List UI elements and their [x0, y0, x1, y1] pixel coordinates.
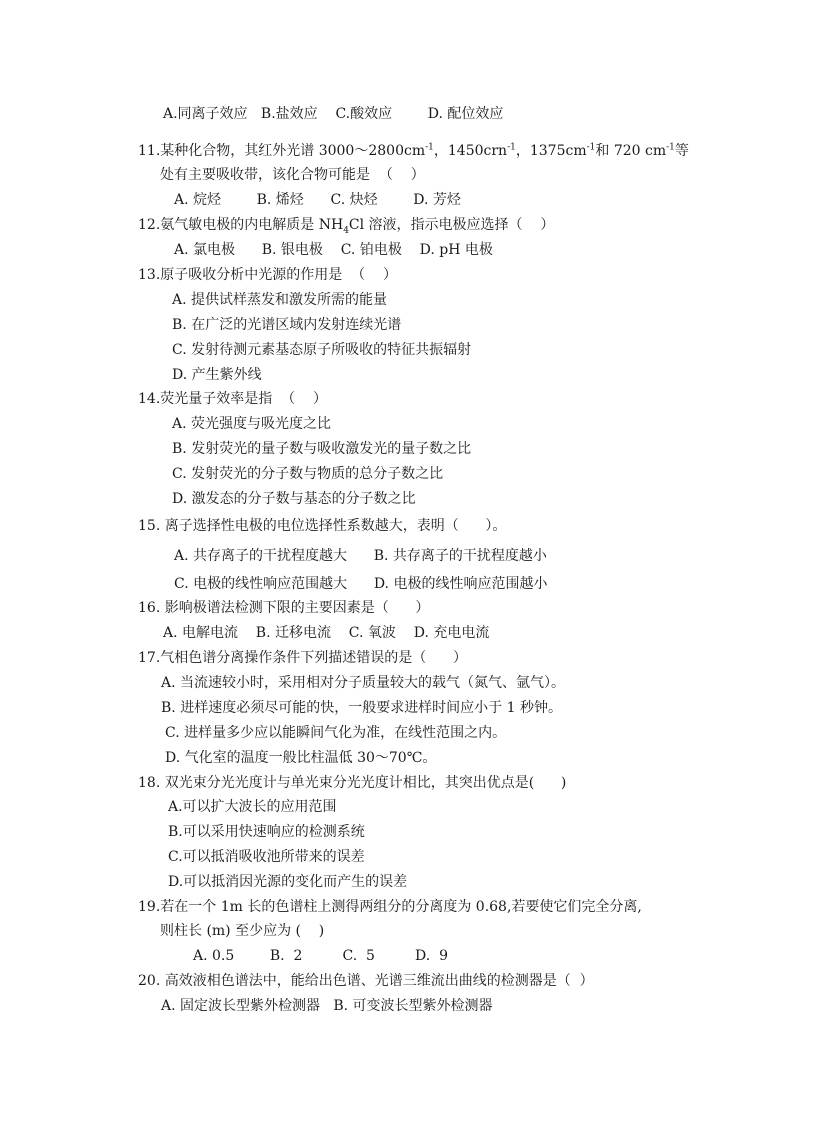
q20-stem: 20. 高效液相色谱法中，能给出色谱、光谱三维流出曲线的检测器是（ ） [138, 973, 594, 989]
q19-stem-line1: 19.若在一个 1m 长的色谱柱上测得两组分的分离度为 0.68,若要使它们完全分离, [138, 899, 642, 915]
q15-options-line1: A. 共存离子的干扰程度越大 B. 共存离子的干扰程度越小 [174, 548, 547, 564]
q16-options: A. 电解电流 B. 迁移电流 C. 氧波 D. 充电电流 [163, 625, 490, 641]
q18-option-c: C.可以抵消吸收池所带来的误差 [168, 849, 365, 865]
q11-options: A. 烷烃 B. 烯烃 C. 炔烃 D. 芳烃 [174, 192, 461, 208]
q14-option-c: C. 发射荧光的分子数与物质的总分子数之比 [172, 466, 444, 482]
q15-options-line2: C. 电极的线性响应范围越大 D. 电极的线性响应范围越小 [174, 576, 548, 592]
q17-option-d: D. 气化室的温度一般比柱温低 30～70℃。 [165, 750, 437, 766]
q17-stem: 17.气相色谱分离操作条件下列描述错误的是（ ） [138, 650, 467, 666]
q19-stem-line2: 则柱长 (m) 至少应为 ( ) [160, 923, 325, 939]
q13-stem: 13.原子吸收分析中光源的作用是 （ ） [138, 267, 397, 283]
q16-stem: 16. 影响极谱法检测下限的主要因素是（ ） [138, 600, 430, 616]
q18-option-b: B.可以采用快速响应的检测系统 [168, 824, 365, 840]
q15-stem: 15. 离子选择性电极的电位选择性系数越大，表明（ ）。 [138, 518, 507, 534]
q14-option-b: B. 发射荧光的量子数与吸收激发光的量子数之比 [172, 441, 472, 457]
q17-option-b: B. 进样速度必须尽可能的快，一般要求进样时间应小于 1 秒钟。 [161, 700, 562, 716]
q10-options: A.同离子效应 B.盐效应 C.酸效应 D. 配位效应 [163, 106, 504, 122]
q13-option-b: B. 在广泛的光谱区域内发射连续光谱 [172, 317, 402, 333]
q19-options: A. 0.5 B. 2 C. 5 D. 9 [193, 948, 448, 964]
q18-option-d: D.可以抵消因光源的变化而产生的误差 [168, 874, 408, 890]
q13-option-a: A. 提供试样蒸发和激发所需的能量 [172, 292, 388, 308]
q12-stem: 12.氨气敏电极的内电解质是 $NH_4Cl$ 溶液，指示电极应选择（ ） [138, 217, 555, 236]
q13-option-d: D. 产生紫外线 [172, 367, 262, 383]
q14-option-a: A. 荧光强度与吸光度之比 [172, 416, 332, 432]
q11-stem-line2: 处有主要吸收带，该化合物可能是 （ ） [160, 167, 425, 183]
q11-stem: 11.某种化合物，其红外光谱 $3000\sim 2800cm^{-1}$，1450crn$^{-1}$，$1375cm^{-1}$和 720 $cm^{-1}$等 [138, 142, 689, 159]
q18-option-a: A.可以扩大波长的应用范围 [168, 799, 337, 815]
q17-option-a: A. 当流速较小时，采用相对分子质量较大的载气（氮气、氩气）。 [161, 675, 566, 691]
q13-option-c: C. 发射待测元素基态原子所吸收的特征共振辐射 [172, 342, 472, 358]
q18-stem: 18. 双光束分光光度计与单光束分光光度计相比，其突出优点是( ) [138, 775, 567, 791]
q14-stem: 14.荧光量子效率是指 （ ） [138, 391, 327, 407]
q12-options: A. 氯电极 B. 银电极 C. 铂电极 D. pH 电极 [174, 242, 493, 258]
q20-options: A. 固定波长型紫外检测器 B. 可变波长型紫外检测器 [161, 998, 493, 1014]
q14-option-d: D. 激发态的分子数与基态的分子数之比 [172, 491, 416, 507]
q17-option-c: C. 进样量多少应以能瞬间气化为准，在线性范围之内。 [165, 725, 507, 741]
